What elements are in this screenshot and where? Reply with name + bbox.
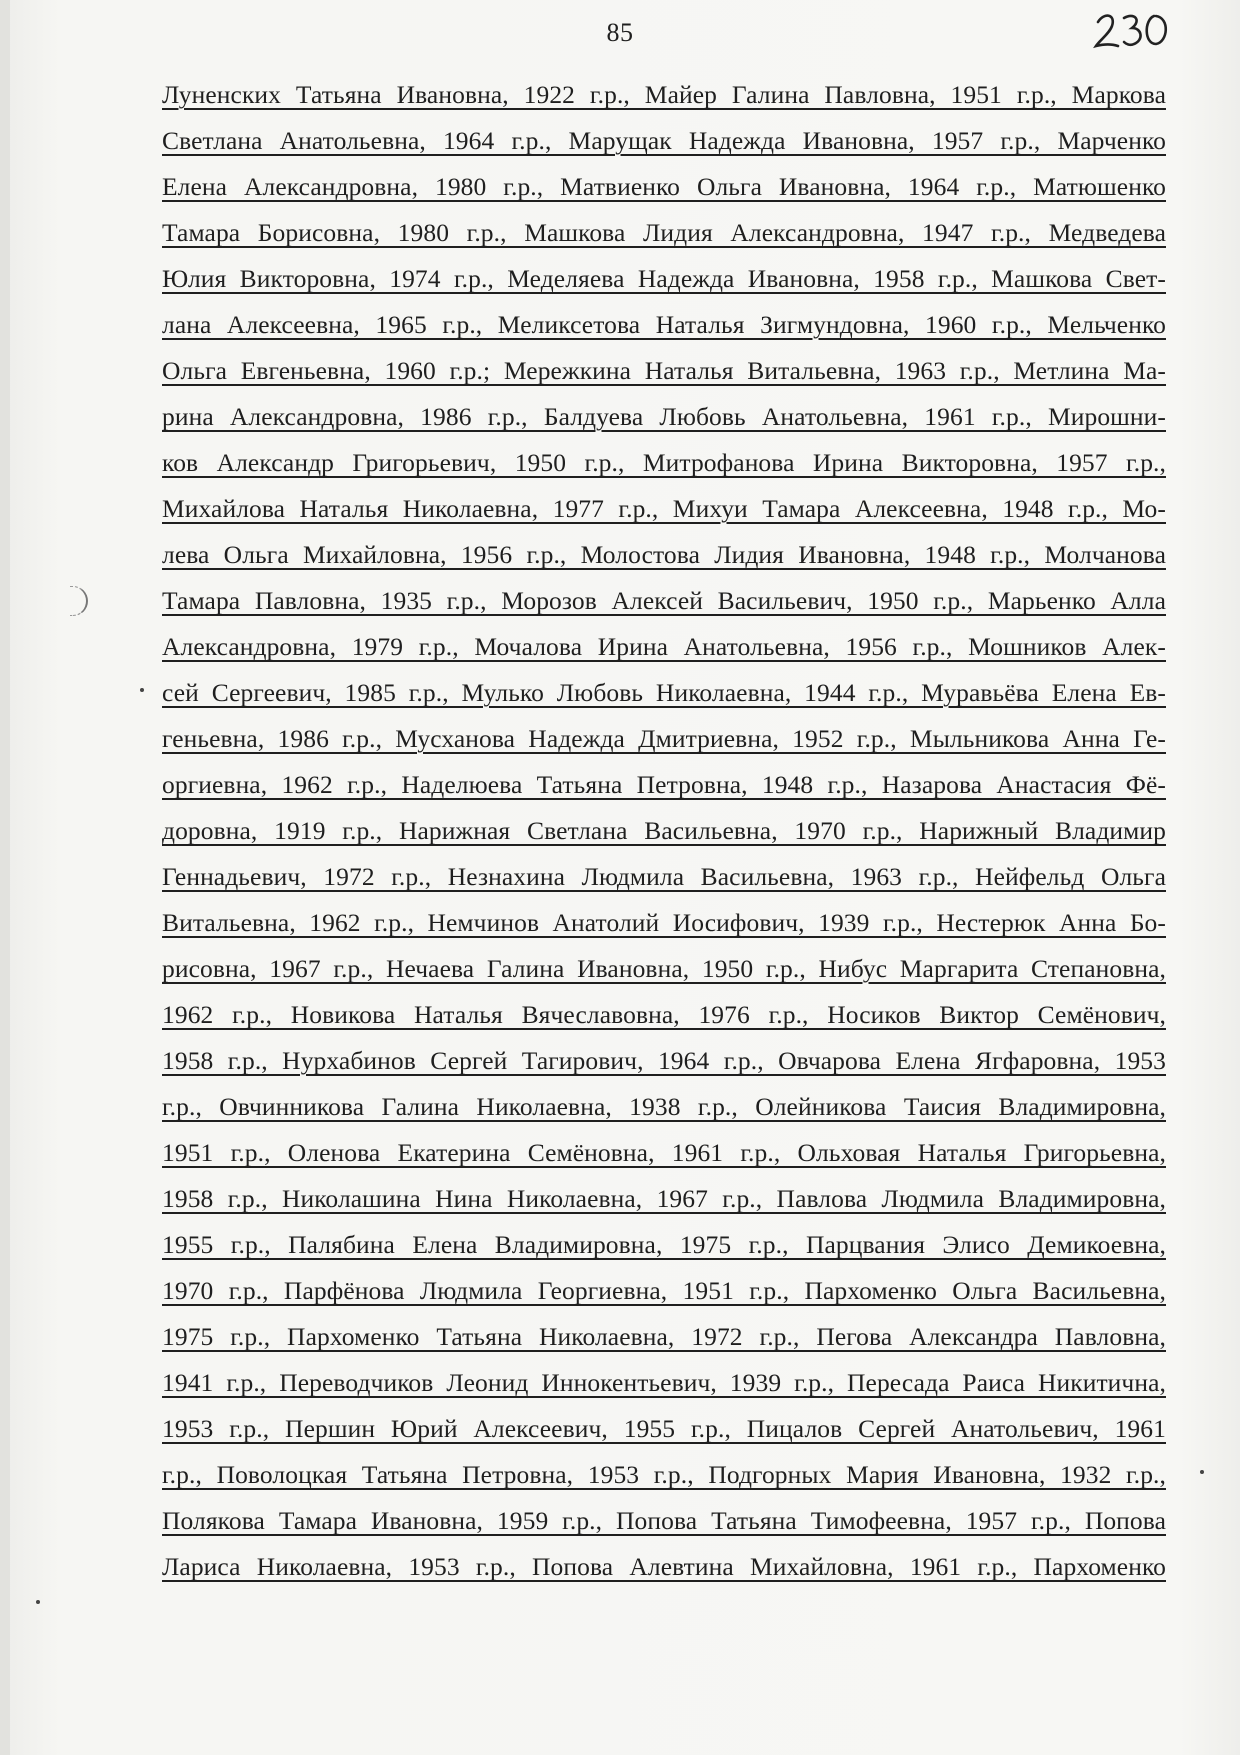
text-body <box>162 72 1166 1590</box>
text-line: Юлия Викторовна, 1974 г.р., Меделяева Надежда Ивановна, 1958 г.р., Машкова Свет- <box>162 264 1166 293</box>
text-line: рина Александровна, 1986 г.р., Балдуева Любовь Анатольевна, 1961 г.р., Мирошни- <box>162 402 1166 431</box>
text-line: Луненских Татьяна Ивановна, 1922 г.р., Майер Галина Павловна, 1951 г.р., Маркова <box>162 80 1166 109</box>
text-line: 1955 г.р., Палябина Елена Владимировна, 1975 г.р., Парцвания Элисо Демикоевна, <box>162 1230 1166 1259</box>
text-line: лева Ольга Михайловна, 1956 г.р., Молостова Лидия Ивановна, 1948 г.р., Молчанова <box>162 540 1166 569</box>
text-line: Светлана Анатольевна, 1964 г.р., Марущак Надежда Ивановна, 1957 г.р., Марченко <box>162 126 1166 155</box>
text-line: г.р., Поволоцкая Татьяна Петровна, 1953 г.р., Подгорных Мария Ивановна, 1932 г.р., <box>162 1460 1166 1489</box>
text-line: Тамара Борисовна, 1980 г.р., Машкова Лидия Александровна, 1947 г.р., Медведева <box>162 218 1166 247</box>
text-line: 1958 г.р., Николашина Нина Николаевна, 1967 г.р., Павлова Людмила Владимировна, <box>162 1184 1166 1213</box>
text-line: лана Алексеевна, 1965 г.р., Меликсетова Наталья Зигмундовна, 1960 г.р., Мельченко <box>162 310 1166 339</box>
text-line: Тамара Павловна, 1935 г.р., Морозов Алексей Васильевич, 1950 г.р., Марьенко Алла <box>162 586 1166 615</box>
text-line: 1953 г.р., Першин Юрий Алексеевич, 1955 г.р., Пицалов Сергей Анатольевич, 1961 <box>162 1414 1166 1443</box>
handwritten-number-icon <box>1090 6 1180 56</box>
text-line: 1962 г.р., Новикова Наталья Вячеславовна, 1976 г.р., Носиков Виктор Семёнович, <box>162 1000 1166 1029</box>
text-line: Александровна, 1979 г.р., Мочалова Ирина Анатольевна, 1956 г.р., Мошников Алек- <box>162 632 1166 661</box>
text-line: сей Сергеевич, 1985 г.р., Мулько Любовь Николаевна, 1944 г.р., Муравьёва Елена Ев- <box>162 678 1166 707</box>
text-line: доровна, 1919 г.р., Нарижная Светлана Васильевна, 1970 г.р., Нарижный Владимир <box>162 816 1166 845</box>
text-line: г.р., Овчинникова Галина Николаевна, 1938 г.р., Олейникова Таисия Владимировна, <box>162 1092 1166 1121</box>
handwritten-archive-number <box>1090 6 1180 56</box>
text-line: Геннадьевич, 1972 г.р., Незнахина Людмила Васильевна, 1963 г.р., Нейфельд Ольга <box>162 862 1166 891</box>
page-number: 85 <box>606 18 634 47</box>
text-line: 1975 г.р., Пархоменко Татьяна Николаевна, 1972 г.р., Пегова Александра Павловна, <box>162 1322 1166 1351</box>
text-line: Полякова Тамара Ивановна, 1959 г.р., Попова Татьяна Тимофеевна, 1957 г.р., Попова <box>162 1506 1166 1535</box>
margin-dot-mark <box>140 688 144 692</box>
text-line: геньевна, 1986 г.р., Мусханова Надежда Дмитриевна, 1952 г.р., Мыльникова Анна Ге- <box>162 724 1166 753</box>
text-line: ков Александр Григорьевич, 1950 г.р., Митрофанова Ирина Викторовна, 1957 г.р., <box>162 448 1166 477</box>
scan-edge <box>0 0 10 1755</box>
text-line: Елена Александровна, 1980 г.р., Матвиенко Ольга Ивановна, 1964 г.р., Матюшенко <box>162 172 1166 201</box>
margin-dot-mark <box>36 1600 40 1604</box>
text-line: Михайлова Наталья Николаевна, 1977 г.р., Михуи Тамара Алексеевна, 1948 г.р., Мо- <box>162 494 1166 523</box>
text-line: Ольга Евгеньевна, 1960 г.р.; Мережкина Наталья Витальевна, 1963 г.р., Метлина Ма- <box>162 356 1166 385</box>
text-line: Витальевна, 1962 г.р., Немчинов Анатолий Иосифович, 1939 г.р., Нестерюк Анна Бо- <box>162 908 1166 937</box>
text-line: 1941 г.р., Переводчиков Леонид Иннокентьевич, 1939 г.р., Пересада Раиса Никитична, <box>162 1368 1166 1397</box>
text-line: 1951 г.р., Оленова Екатерина Семёновна, 1961 г.р., Ольховая Наталья Григорьевна, <box>162 1138 1166 1167</box>
text-line: оргиевна, 1962 г.р., Наделюева Татьяна Петровна, 1948 г.р., Назарова Анастасия Фё- <box>162 770 1166 799</box>
margin-dot-mark <box>1200 1470 1204 1474</box>
margin-bracket-mark <box>70 586 88 616</box>
text-line: Лариса Николаевна, 1953 г.р., Попова Алевтина Михайловна, 1961 г.р., Пархоменко <box>162 1552 1166 1581</box>
text-line: рисовна, 1967 г.р., Нечаева Галина Ивановна, 1950 г.р., Нибус Маргарита Степановна, <box>162 954 1166 983</box>
text-line: 1970 г.р., Парфёнова Людмила Георгиевна, 1951 г.р., Пархоменко Ольга Васильевна, <box>162 1276 1166 1305</box>
text-line: 1958 г.р., Нурхабинов Сергей Тагирович, 1964 г.р., Овчарова Елена Ягфаровна, 1953 <box>162 1046 1166 1075</box>
